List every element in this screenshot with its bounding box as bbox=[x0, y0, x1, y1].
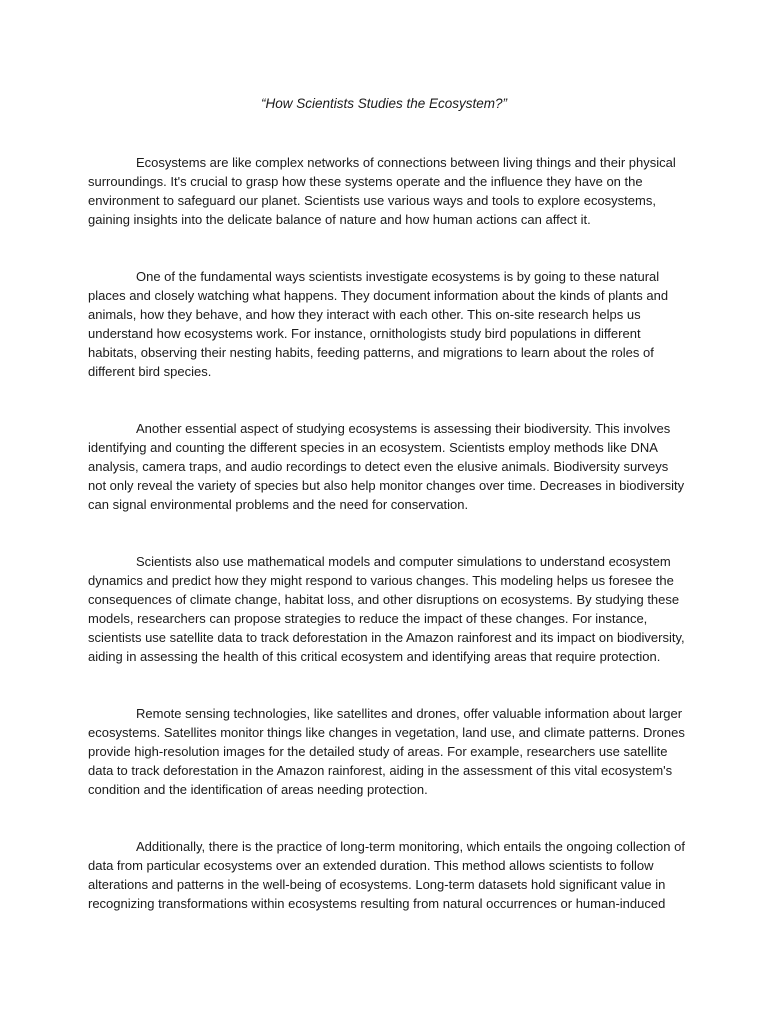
document-title: “How Scientists Studies the Ecosystem?” bbox=[260, 96, 508, 111]
paragraph-field-observation: One of the fundamental ways scientists investigate ecosystems is by going to these natural places and closely watching what happens. They document information about the kinds of plants and animals, how they behave, and how they interact with each other. This on-site research helps us understand how ecosystems work. For instance, ornithologists study bird populations in different habitats, observing their nesting habits, feeding patterns, and migrations to learn about the roles of different bird species. bbox=[88, 269, 669, 379]
paragraph-biodiversity: Another essential aspect of studying ecosystems is assessing their biodiversity. This involves identifying and counting the different species in an ecosystem. Scientists employ methods like DNA analysis, camera traps, and audio recordings to detect even the elusive animals. Biodiversity surveys not only reveal the variety of species but also help monitor changes over time. Decreases in biodiversity can signal environmental problems and the need for conservation. bbox=[88, 421, 685, 512]
paragraph-intro: Ecosystems are like complex networks of connections between living things and their physical surroundings. It's crucial to grasp how these systems operate and the influence they have on the environment to safeguard our planet. Scientists use various ways and tools to explore ecosystems, gaining insights into the delicate balance of nature and how human actions can affect it. bbox=[88, 155, 676, 227]
paragraph-long-term-monitoring: Additionally, there is the practice of long-term monitoring, which entails the ongoing collection of data from particular ecosystems over an extended duration. This method allows scientists to follow alterations and patterns in the well-being of ecosystems. Long-term datasets hold significant value in recognizing transformations within ecosystems resulting from natural occurrences or human-induced bbox=[88, 839, 685, 911]
paragraph-modeling: Scientists also use mathematical models and computer simulations to understand ecosystem dynamics and predict how they might respond to various changes. This modeling helps us foresee the consequences of climate change, habitat loss, and other disruptions on ecosystems. By studying these models, researchers can propose strategies to reduce the impact of these changes. For instance, scientists use satellite data to track deforestation in the Amazon rainforest and its impact on biodiversity, aiding in assessing the health of this critical ecosystem and identifying areas that require protection. bbox=[88, 554, 685, 664]
paragraph-remote-sensing: Remote sensing technologies, like satellites and drones, offer valuable information about larger ecosystems. Satellites monitor things like changes in vegetation, land use, and climate patterns. Drones provide high-resolution images for the detailed study of areas. For example, researchers use satellite data to track deforestation in the Amazon rainforest, aiding in the assessment of this vital ecosystem's condition and the identification of areas needing protection. bbox=[88, 706, 685, 797]
document-body bbox=[88, 153, 686, 951]
